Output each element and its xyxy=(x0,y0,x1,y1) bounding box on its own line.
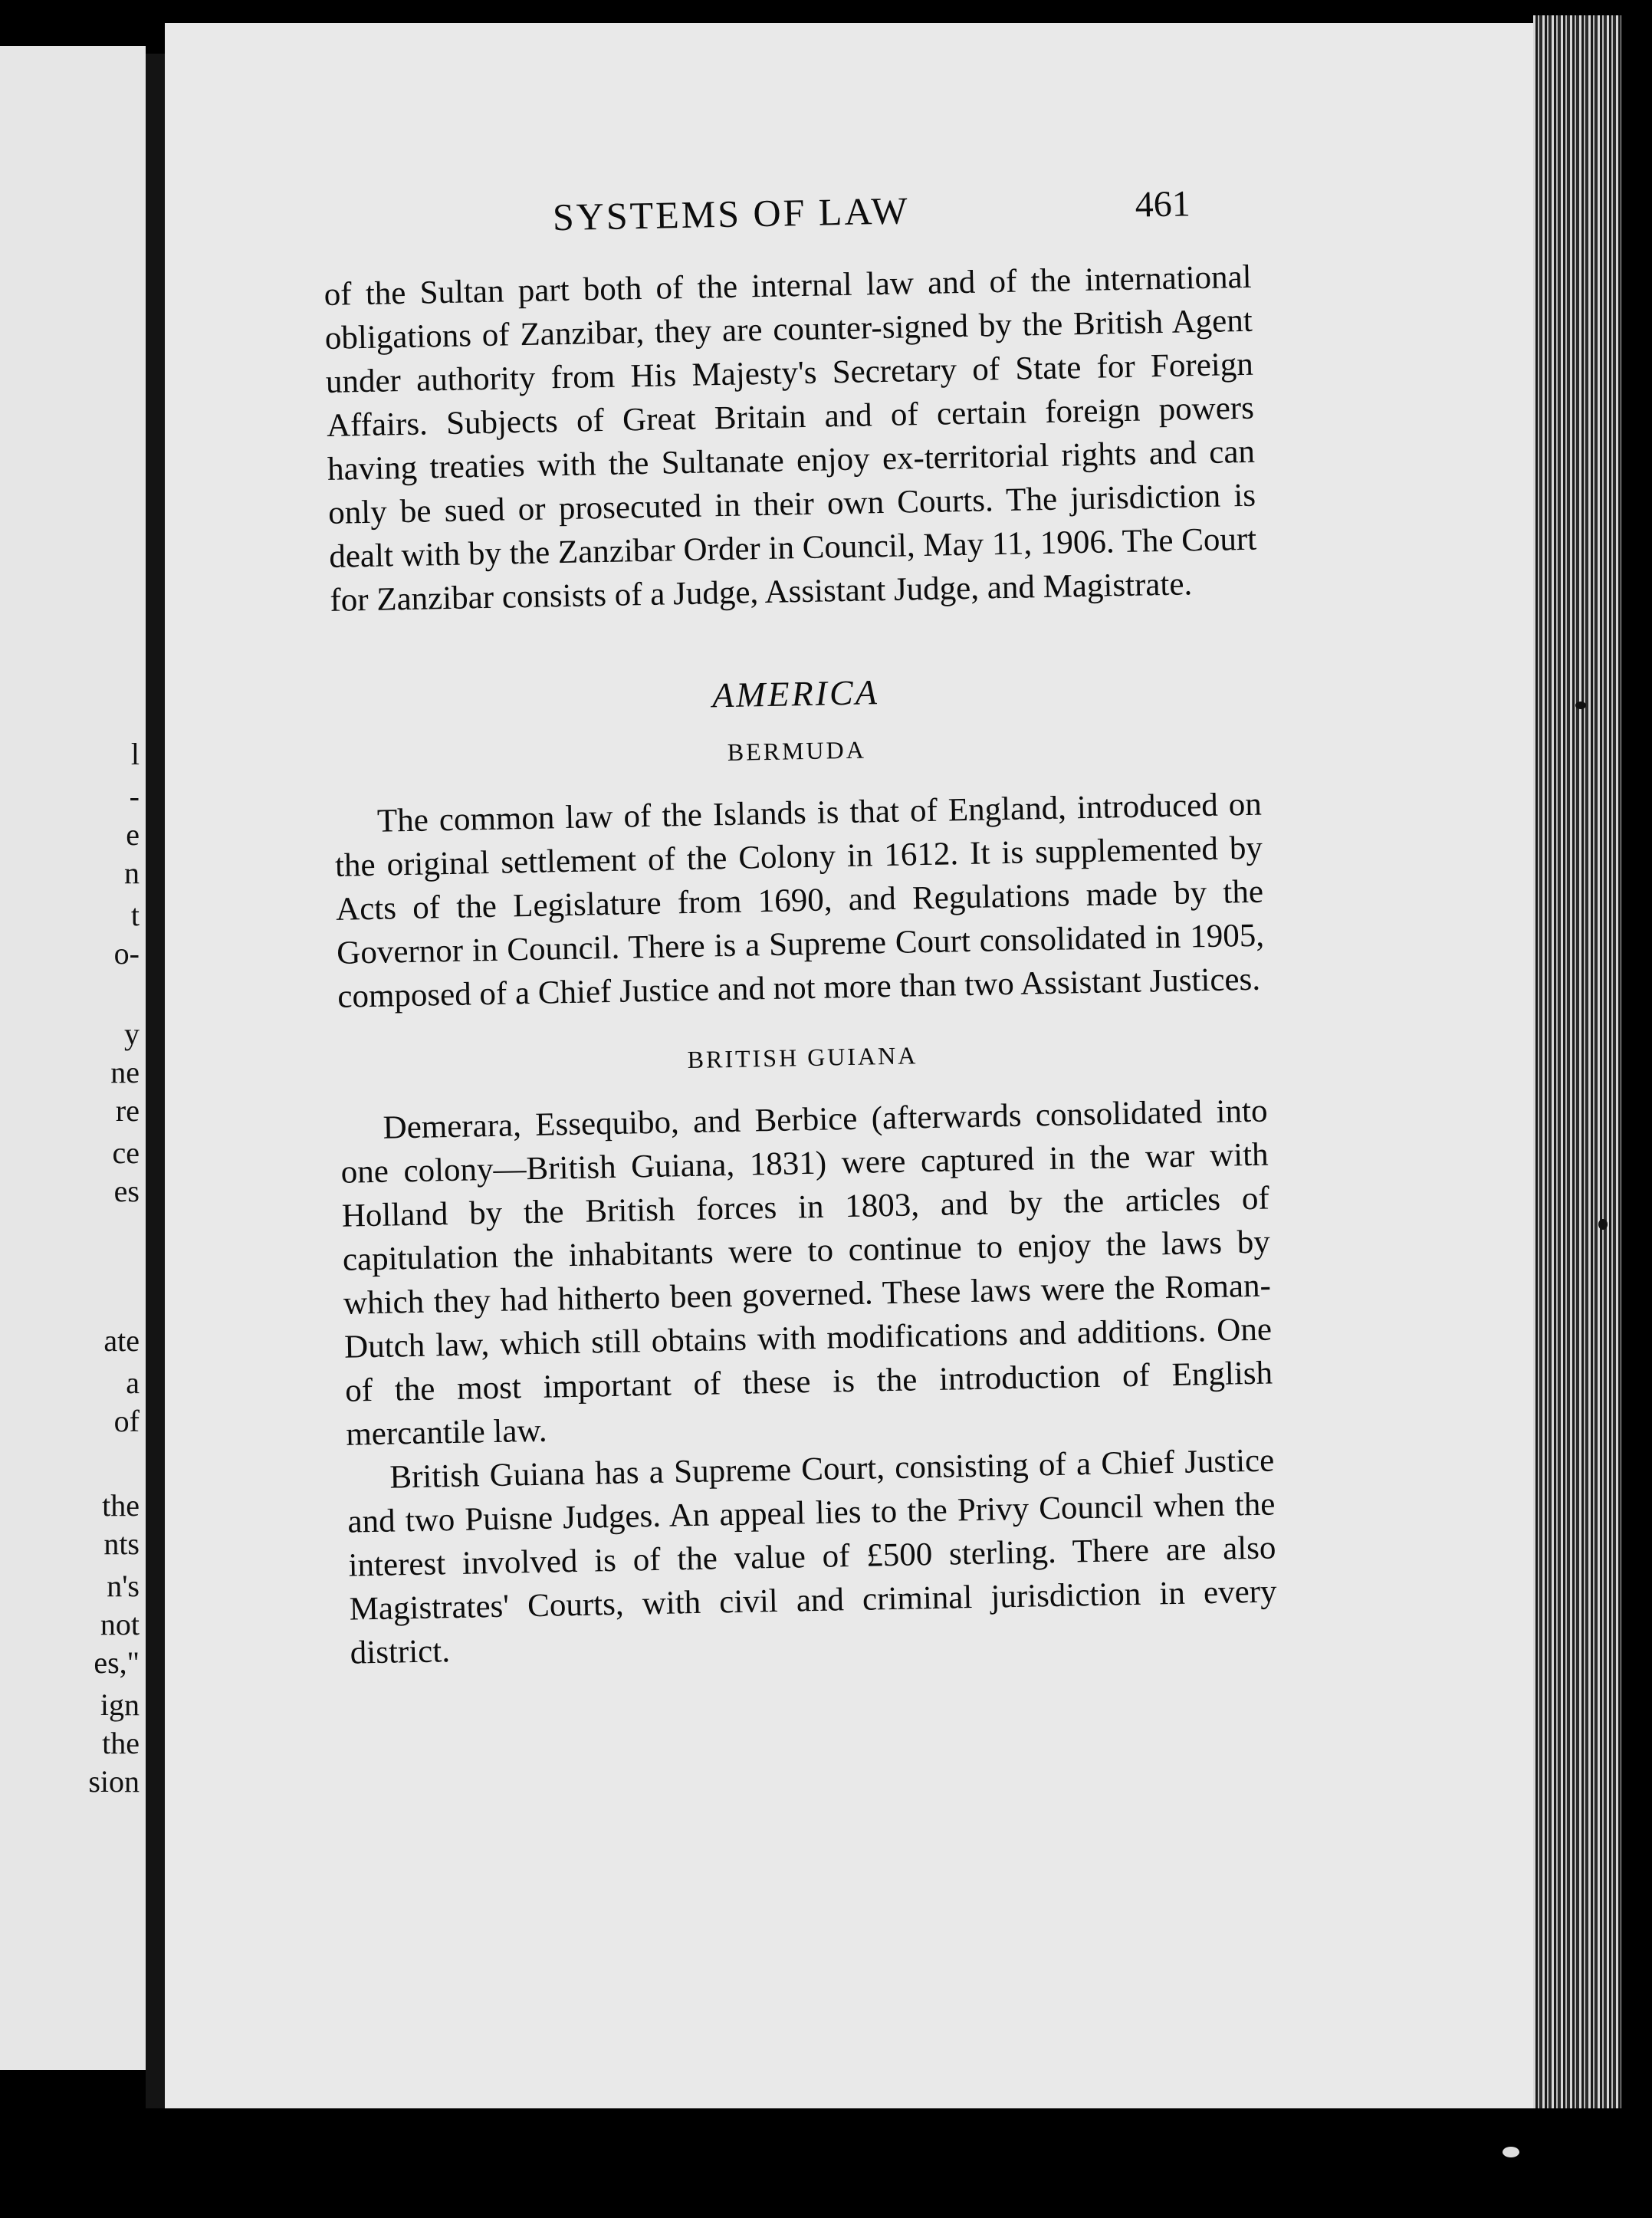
left-fragment: the xyxy=(102,1726,140,1760)
paragraph-guiana-courts: British Guiana has a Supreme Court, consisting of a Chief Justice and two Puisne Judges. An appeal lies to the Privy Council when the interest involved is of the value of £500 sterling. There are also Magistrates' Courts, with civil and criminal jurisdiction in every district. xyxy=(347,1442,1277,1671)
left-fragment: the xyxy=(102,1488,140,1523)
left-fragment: y xyxy=(124,1017,140,1051)
page-content xyxy=(322,166,1278,1675)
left-fragment: a xyxy=(126,1365,140,1400)
left-facing-page xyxy=(0,46,146,2070)
left-fragment: ign xyxy=(100,1687,140,1722)
left-fragment: ate xyxy=(103,1323,140,1358)
page-number: 461 xyxy=(1135,183,1191,225)
section-heading-america: AMERICA xyxy=(711,672,880,715)
scan-speck xyxy=(1503,2147,1519,2157)
scan-speck xyxy=(1575,702,1586,709)
paragraph-zanzibar: of the Sultan part both of the internal law and of the international obligations of Zanzibar, they are counter-signed by the British Agent under authority from His Majesty's Secretary of State for Foreign Affairs. Subjects of Great Britain and of certain foreign powers having treaties with the Sultanate enjoy ex-territorial rights and can only be sued or prosecuted in their own Courts. The jurisdiction is dealt with by the Zanzibar Order in Council, May 11, 1906. The Court for Zanzibar consists of a Judge, Assistant Judge, and Magistrate. xyxy=(324,258,1257,619)
page-edges xyxy=(1533,15,1621,2108)
left-fragment: n xyxy=(124,856,140,890)
left-fragment: - xyxy=(129,779,140,813)
left-fragment: l xyxy=(130,737,140,771)
left-fragment: of xyxy=(113,1404,140,1438)
left-fragment: ne xyxy=(110,1055,140,1089)
subheading-bermuda: BERMUDA xyxy=(727,735,867,766)
left-fragment: e xyxy=(126,817,140,852)
left-fragment: es," xyxy=(94,1645,140,1680)
left-fragment: nts xyxy=(103,1526,140,1561)
left-fragment: re xyxy=(115,1093,140,1128)
left-page-text-fragments xyxy=(0,46,146,2070)
scan-speck xyxy=(1598,1219,1608,1230)
running-title: SYSTEMS OF LAW xyxy=(552,189,911,239)
left-fragment: t xyxy=(130,898,140,932)
left-fragment: o- xyxy=(113,936,140,971)
left-fragment: es xyxy=(113,1174,140,1208)
left-fragment: ce xyxy=(112,1135,140,1170)
paragraph-guiana-history: Demerara, Essequibo, and Berbice (afterwards consolidated into one colony—British Guiana, 1831) were captured in the war with Holland by the British forces in 1803, and by the articles of capitulation the inhabitants were to continue to enjoy the laws by which they had hitherto been governed. These laws were the Roman-Dutch law, which still obtains with modifications and additions. One of the most important of these is the introduction of English mercantile law. xyxy=(340,1093,1273,1453)
left-fragment: n's xyxy=(107,1569,140,1603)
subheading-british-guiana: BRITISH GUIANA xyxy=(687,1041,918,1074)
left-fragment: sion xyxy=(88,1764,140,1799)
left-fragment: not xyxy=(100,1607,140,1641)
paragraph-bermuda: The common law of the Islands is that of England, introduced on the original settlement of the Colony in 1612. It is supplemented by Acts of the Legislature from 1690, and Regulations made by the Governor in Council. There is a Supreme Court consolidated in 1905, composed of a Chief Justice and not more than two Assistant Justices. xyxy=(334,786,1265,1015)
